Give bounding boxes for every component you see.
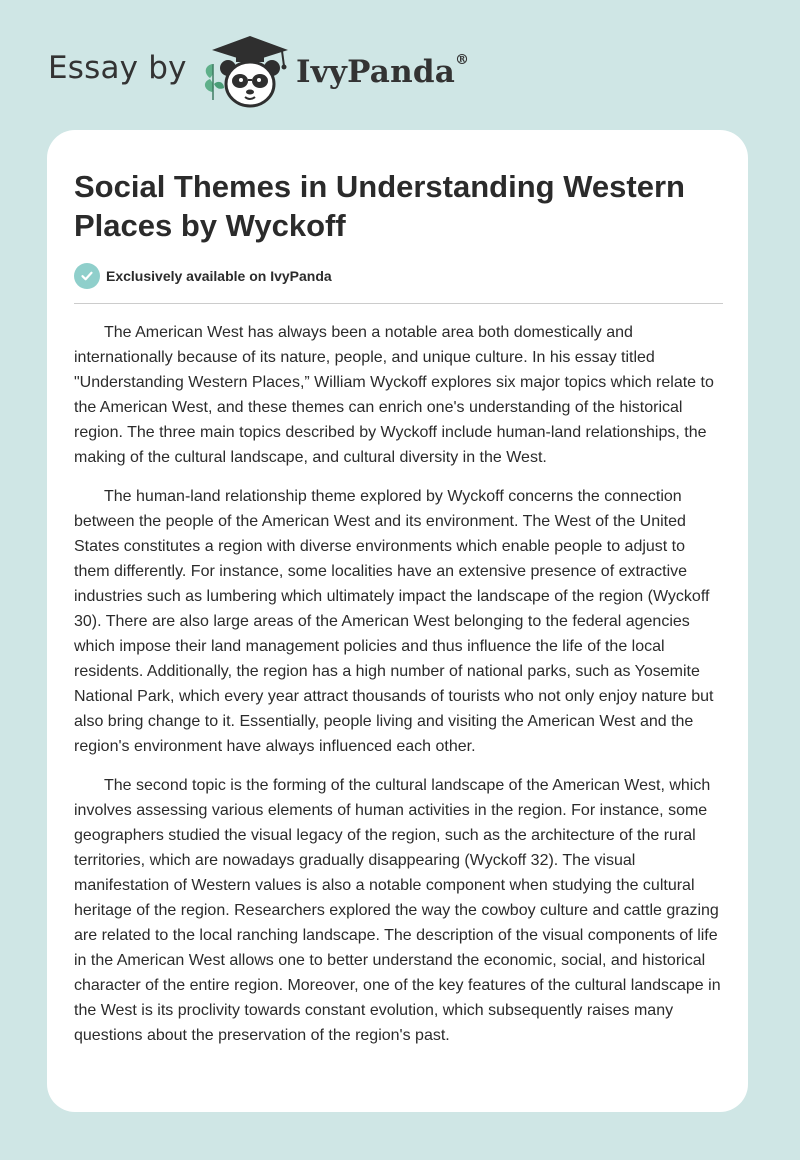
paragraph-2: The human-land relationship theme explored by Wyckoff concerns the connection between the people of the American West and its environment. The West of the United States constitutes a region with diverse environments which enable people to adjust to them differently. For instance, some localities have an extensive presence of extractive industries such as lumbering which ultimately impact the landscape of the region (Wyckoff 30). There are also large areas of the American West belonging to the federal agencies which impose their land management policies and thus influence the life of the local residents. Additionally, the region has a high number of national parks, such as Yosemite National Park, which every year attract thousands of tourists who not only enjoy nature but also bring change to it. Essentially, people living and visiting the American West and the region's environment have always influenced each other. [74, 488, 714, 755]
registered-mark: ® [455, 52, 470, 68]
paragraph-1: The American West has always been a notable area both domestically and internationally because of its nature, people, and unique culture. In his essay titled "Understanding Western Places,” William Wyckoff explores six major topics which relate to the American West, and these themes can enrich one's understanding of the historical region. The three main topics described by Wyckoff include human-land relationships, the making of the cultural landscape, and cultural diversity in the West. [74, 324, 714, 466]
brand-name: IvyPanda [296, 54, 455, 90]
exclusive-badge [74, 263, 332, 289]
site-header [0, 0, 800, 130]
essay-title: Social Themes in Understanding Western Places by Wyckoff [74, 169, 685, 243]
check-circle-icon [74, 263, 100, 289]
essay-body [74, 320, 725, 1062]
essay-card [47, 130, 748, 1112]
essay-by-label: Essay by [48, 50, 187, 86]
panda-graduate-logo-icon[interactable] [200, 34, 296, 110]
paragraph-3: The second topic is the forming of the cultural landscape of the American West, which involves assessing various elements of human activities in the region. For instance, some geographers studied the visual legacy of the region, such as the architecture of the rural territories, which are nowadays gradually disappearing (Wyckoff 32). The visual manifestation of Western values is also a notable component when studying the cultural heritage of the region. Researchers explored the way the cowboy culture and cattle grazing are related to the local ranching landscape. The description of the visual components of life in the American West allows one to better understand the economic, social, and historical character of the entire region. Moreover, one of the key features of the cultural landscape in the West is its proclivity towards constant evolution, which subsequently raises many questions about the preservation of the region's past. [74, 777, 721, 1044]
badge-label: Exclusively available on IvyPanda [106, 268, 332, 284]
brand-logo-text[interactable] [296, 54, 469, 90]
divider [74, 303, 723, 304]
